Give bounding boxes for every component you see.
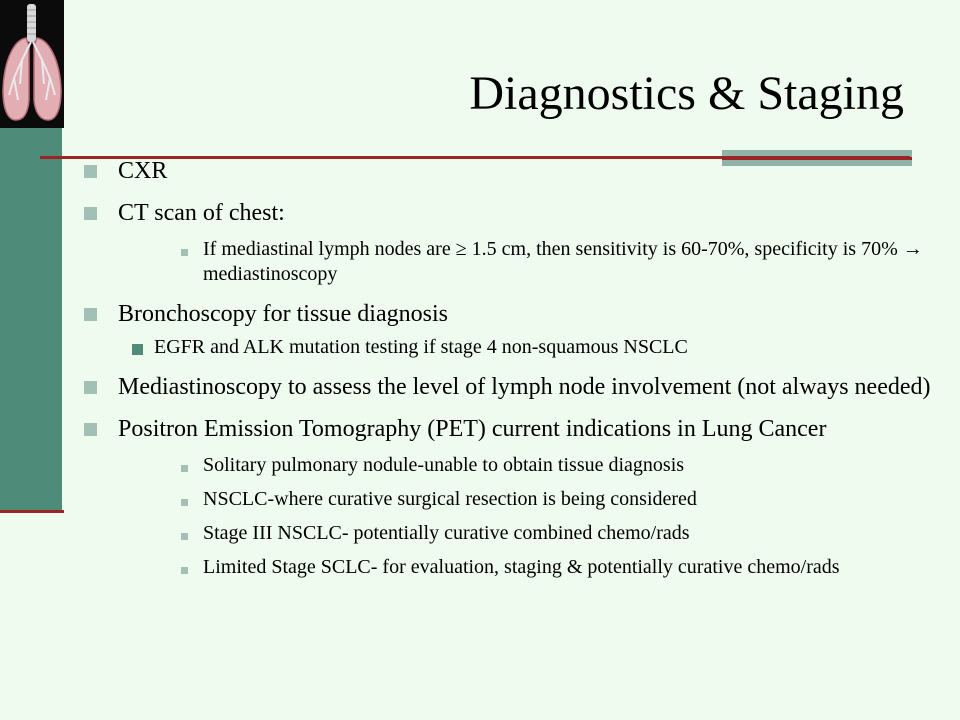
square-bullet-icon bbox=[132, 344, 143, 355]
bullet-text: CT scan of chest: bbox=[118, 200, 285, 226]
square-bullet-icon bbox=[84, 165, 97, 178]
bullet-item bbox=[80, 198, 950, 228]
bullet-text: Mediastinoscopy to assess the level of lymph node involvement (not always needed) bbox=[118, 374, 931, 400]
sub-bullet-item bbox=[80, 237, 950, 287]
square-bullet-icon bbox=[181, 249, 188, 256]
sub-bullet-text: Solitary pulmonary nodule-unable to obtain tissue diagnosis bbox=[203, 454, 685, 476]
sub-bullet-item bbox=[80, 453, 950, 478]
left-accent-bar bbox=[0, 128, 62, 510]
lungs-icon bbox=[0, 0, 64, 128]
square-bullet-icon bbox=[181, 499, 188, 506]
bullet-text: Bronchoscopy for tissue diagnosis bbox=[118, 301, 448, 327]
sub-bullet-item bbox=[80, 335, 950, 360]
square-bullet-icon bbox=[84, 381, 97, 394]
sub-bullet-text: EGFR and ALK mutation testing if stage 4 non-squamous NSCLC bbox=[154, 336, 688, 358]
square-bullet-icon bbox=[181, 567, 188, 574]
square-bullet-icon bbox=[181, 533, 188, 540]
left-accent-line bbox=[0, 510, 64, 513]
lungs-illustration bbox=[0, 0, 64, 128]
sub-bullet-text: NSCLC-where curative surgical resection is being considered bbox=[203, 488, 697, 510]
sub-bullet-text: Stage III NSCLC- potentially curative combined chemo/rads bbox=[203, 522, 690, 544]
slide-title: Diagnostics & Staging bbox=[469, 67, 904, 120]
square-bullet-icon bbox=[84, 308, 97, 321]
sub-bullet-item bbox=[80, 555, 950, 580]
bullet-item bbox=[80, 414, 950, 444]
bullet-item bbox=[80, 156, 950, 186]
bullet-text: CXR bbox=[118, 158, 168, 184]
square-bullet-icon bbox=[84, 423, 97, 436]
bullet-item bbox=[80, 372, 950, 402]
sub-bullet-text: Limited Stage SCLC- for evaluation, staging & potentially curative chemo/rads bbox=[203, 556, 840, 578]
sub-bullet-text: If mediastinal lymph nodes are ≥ 1.5 cm, then sensitivity is 60-70%, specificity is 70% → mediastinoscopy bbox=[203, 238, 923, 285]
sub-bullet-item bbox=[80, 487, 950, 512]
bullet-text: Positron Emission Tomography (PET) current indications in Lung Cancer bbox=[118, 416, 827, 442]
square-bullet-icon bbox=[181, 465, 188, 472]
bullet-item bbox=[80, 299, 950, 329]
sub-bullet-item bbox=[80, 521, 950, 546]
bullet-list bbox=[80, 150, 950, 580]
square-bullet-icon bbox=[84, 207, 97, 220]
